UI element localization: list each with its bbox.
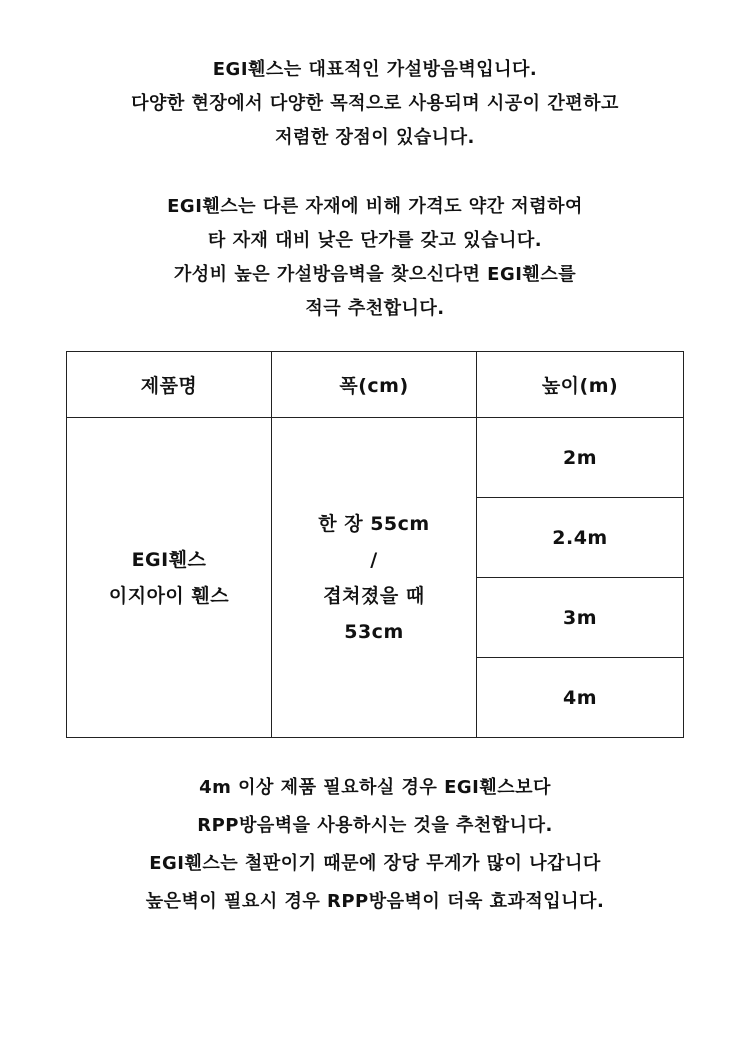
product-name-line: EGI휀스: [131, 548, 207, 571]
width-line: 겹쳐졌을 때: [323, 584, 425, 607]
bottom-line: 4m 이상 제품 필요하실 경우 EGI휀스보다: [199, 777, 551, 798]
intro-paragraph-2: [0, 190, 750, 326]
intro-line: 적극 추천합니다.: [305, 298, 445, 319]
intro-line: EGI휀스는 다른 자재에 비해 가격도 약간 저렴하여: [167, 196, 583, 217]
product-name-line: 이지아이 휀스: [108, 584, 230, 607]
bottom-line: EGI휀스는 철판이기 때문에 장당 무게가 많이 나갑니다: [149, 853, 601, 874]
height-cell: 2.4m: [477, 498, 684, 578]
intro-line: EGI휀스는 대표적인 가설방음벽입니다.: [212, 59, 538, 80]
table-header-row: [67, 352, 684, 418]
height-cell: 2m: [477, 418, 684, 498]
bottom-line: 높은벽이 필요시 경우 RPP방음벽이 더욱 효과적입니다.: [145, 891, 605, 912]
intro-line: 가성비 높은 가설방음벽을 찾으신다면 EGI휀스를: [173, 264, 577, 285]
bottom-line: RPP방음벽을 사용하시는 것을 추천합니다.: [197, 815, 553, 836]
intro-line: 다양한 현장에서 다양한 목적으로 사용되며 시공이 간편하고: [131, 93, 619, 114]
width-line: 53cm: [344, 620, 404, 643]
width-cell: [272, 418, 477, 738]
header-product-name: 제품명: [67, 352, 272, 418]
header-height: 높이(m): [477, 352, 684, 418]
table-row: [67, 418, 684, 498]
width-line: /: [370, 548, 378, 571]
spec-table: [66, 351, 684, 738]
height-cell: 3m: [477, 578, 684, 658]
intro-paragraph-1: [0, 53, 750, 155]
width-line: 한 장 55cm: [318, 512, 430, 535]
intro-line: 저렴한 장점이 있습니다.: [275, 127, 475, 148]
intro-line: 타 자재 대비 낮은 단가를 갖고 있습니다.: [207, 230, 543, 251]
product-name-cell: [67, 418, 272, 738]
header-width: 폭(cm): [272, 352, 477, 418]
height-cell: 4m: [477, 658, 684, 738]
bottom-paragraph: [0, 769, 750, 921]
